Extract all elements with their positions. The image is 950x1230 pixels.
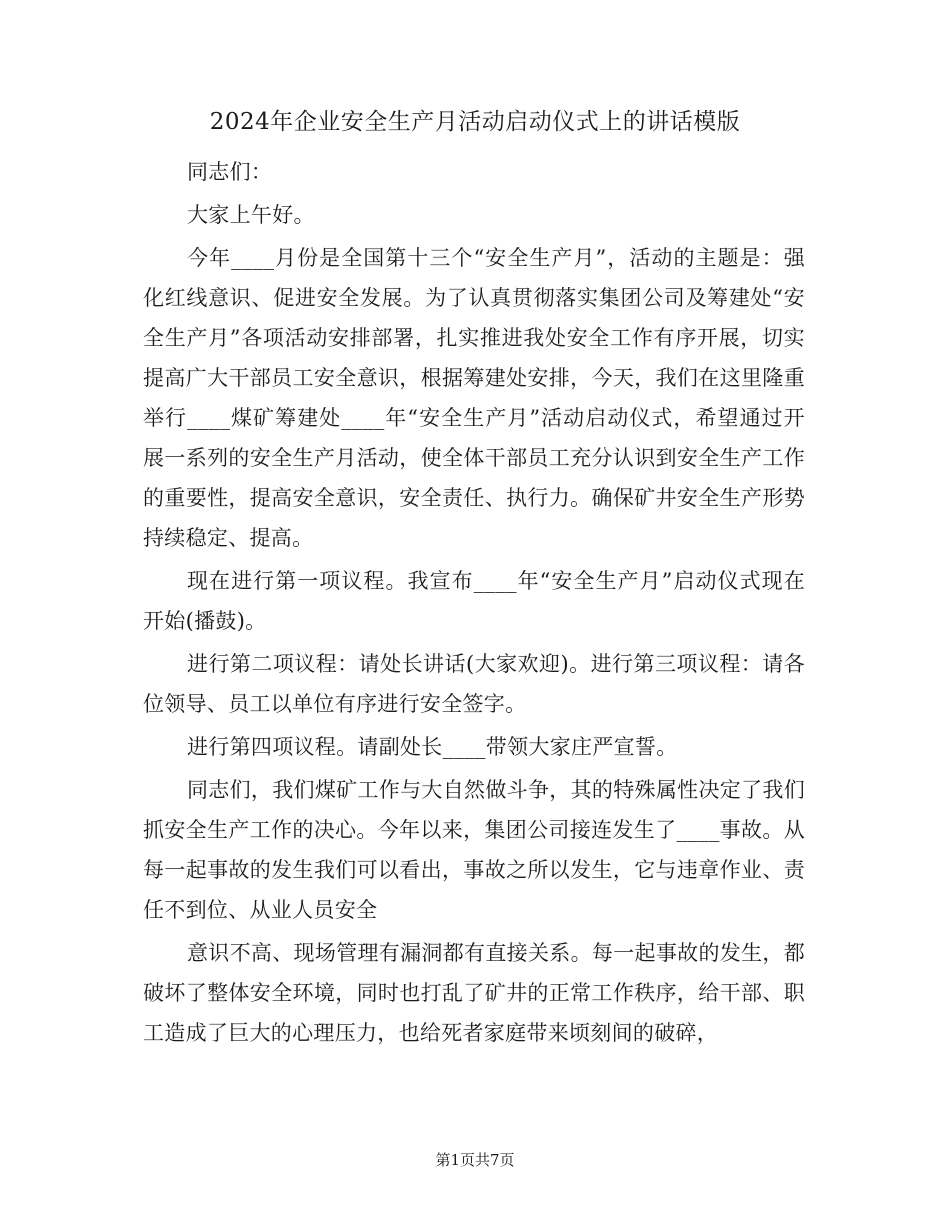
- paragraph-agenda-four: 进行第四项议程。请副处长____带领大家庄严宣誓。: [187, 735, 678, 759]
- document-body: [143, 152, 805, 1053]
- paragraph-greeting: 大家上午好。: [187, 203, 315, 227]
- page-number: 第1页共7页: [435, 1151, 515, 1169]
- paragraph-agenda-two-three: 进行第二项议程：请处长讲话(大家欢迎)。进行第三项议程：请各位领导、员工以单位有序进行安全签字。: [143, 652, 805, 716]
- paragraph-introduction: 今年____月份是全国第十三个“安全生产月”，活动的主题是：强化红线意识、促进安全发展。为了认真贯彻落实集团公司及筹建处“安全生产月”各项活动安排部署，扎实推进我处安全工作有序开展，切实提高广大干部员工安全意识，根据筹建处安排，今天，我们在这里隆重举行____煤矿筹建处____年“安全生产月”活动启动仪式，希望通过开展一系列的安全生产月活动，使全体干部员工充分认识到安全生产工作的重要性，提高安全意识，安全责任、执行力。确保矿井安全生产形势持续稳定、提高。: [143, 246, 805, 550]
- paragraph-consequences: 意识不高、现场管理有漏洞都有直接关系。每一起事故的发生，都破坏了整体安全环境，同时也打乱了矿井的正常工作秩序，给干部、职工造成了巨大的心理压力，也给死者家庭带来顷刻间的破碎，: [143, 941, 805, 1045]
- paragraph-agenda-one: 现在进行第一项议程。我宣布____年“安全生产月”启动仪式现在开始(播鼓)。: [143, 569, 805, 633]
- document-title: 2024年企业安全生产月活动启动仪式上的讲话模版: [209, 109, 741, 135]
- paragraph-salutation: 同志们：: [187, 160, 273, 184]
- paragraph-accidents: 同志们，我们煤矿工作与大自然做斗争，其的特殊属性决定了我们抓安全生产工作的决心。今年以来，集团公司接连发生了____事故。从每一起事故的发生我们可以看出，事故之所以发生，它与违章作业、责任不到位、从业人员安全: [143, 778, 805, 922]
